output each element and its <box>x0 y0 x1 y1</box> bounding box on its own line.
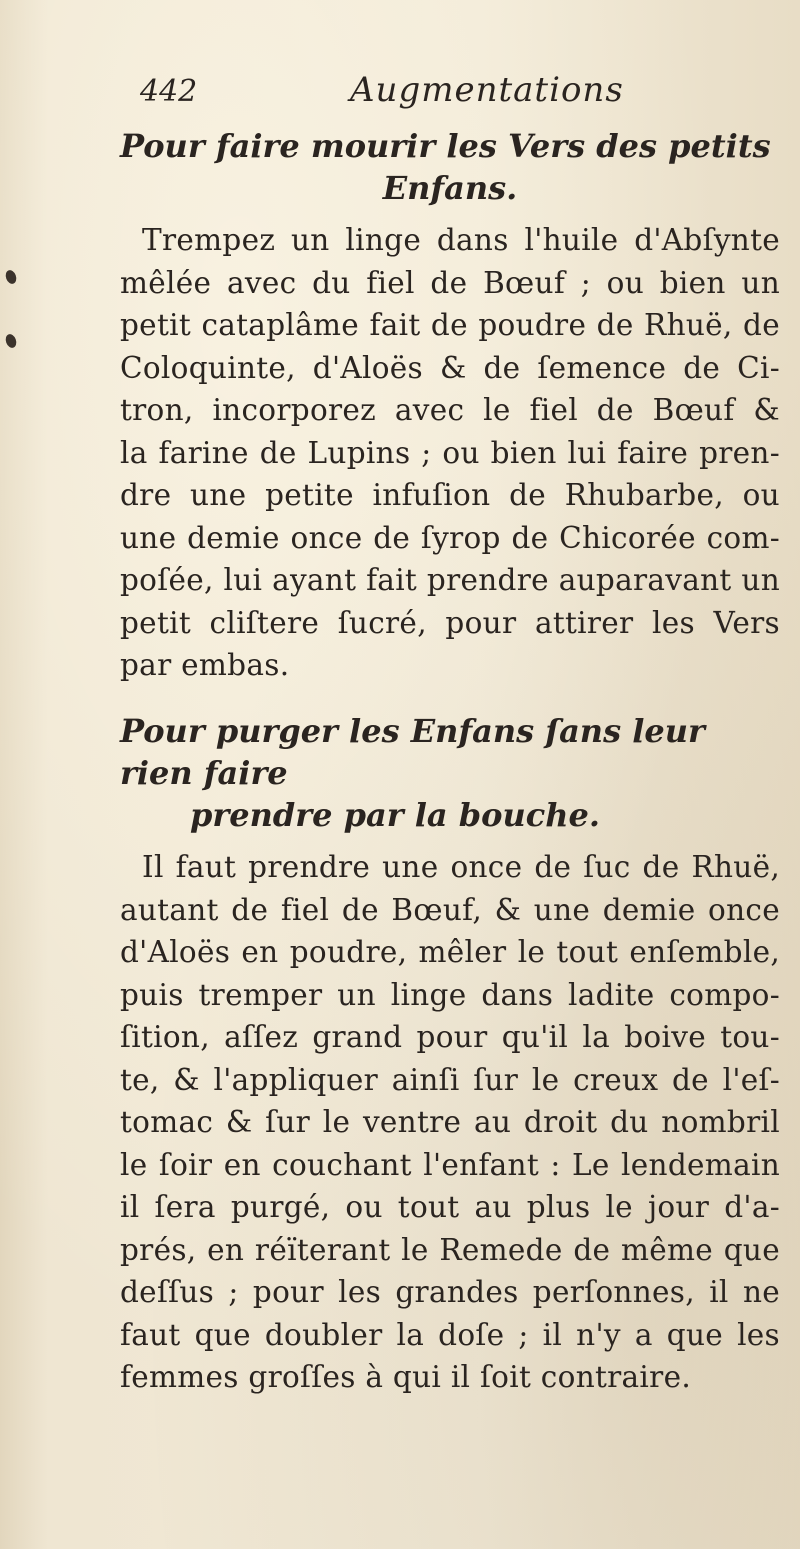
text-line: le ſoir en couchant l'enfant : Le lendemain <box>120 1147 780 1182</box>
section-purge-remedy <box>120 710 780 1399</box>
page-number: 442 <box>140 74 198 109</box>
binding-marks <box>6 270 16 398</box>
text-line: petit cataplâme fait de poudre de Rhuë, de <box>120 308 780 342</box>
text-line: poſée, lui ayant fait prendre auparavant un <box>120 563 780 597</box>
text-line: la farine de Lupins ; ou bien lui faire pren- <box>120 435 780 470</box>
binding-dot <box>4 333 18 350</box>
text-line: dre une petite infuſion de Rhubarbe, ou <box>120 478 780 512</box>
text-line: Trempez un linge dans l'huile d'Abſynte <box>142 223 780 257</box>
text-line: tomac & ſur le ventre au droit du nombril <box>120 1105 780 1139</box>
running-head <box>130 70 760 120</box>
text-line: d'Aloës en poudre, mêler le tout enſemble, <box>120 935 780 969</box>
text-line: femmes groſſes à qui il ſoit contraire. <box>120 1360 692 1394</box>
running-title: Augmentations <box>350 70 624 110</box>
text-line: prés, en réïterant le Remede de même que <box>120 1232 780 1267</box>
section-heading <box>120 125 780 209</box>
text-line: mêlée avec du fiel de Bœuf ; ou bien un <box>120 265 780 300</box>
text-line: il ſera purgé, ou tout au plus le jour d'a- <box>120 1190 780 1224</box>
text-line: deſſus ; pour les grandes perſonnes, il ne <box>120 1275 780 1309</box>
section-body <box>120 846 780 1399</box>
text-line: une demie once de ſyrop de Chicorée com- <box>120 520 780 555</box>
text-line: te, & l'appliquer ainſi ſur le creux de l'eſ- <box>120 1062 780 1097</box>
section-heading <box>120 710 780 836</box>
text-line: Coloquinte, d'Aloës & de ſemence de Ci- <box>120 350 780 385</box>
text-line: ſition, aſſez grand pour qu'il la boive tou- <box>120 1020 780 1054</box>
heading-line: Pour purger les Enfans ſans leur rien faire <box>120 712 705 792</box>
heading-line: prendre par la bouche. <box>190 796 600 834</box>
text-line: par embas. <box>120 648 290 682</box>
text-line: autant de fiel de Bœuf, & une demie once <box>120 892 780 927</box>
text-line: Il faut prendre une once de ſuc de Rhuë, <box>142 850 780 884</box>
text-line: faut que doubler la doſe ; il n'y a que les <box>120 1317 780 1352</box>
text-line: puis tremper un linge dans ladite compo- <box>120 977 780 1012</box>
binding-dot <box>4 269 18 286</box>
heading-line: Pour faire mourir les Vers des petits <box>120 127 771 165</box>
section-body <box>120 219 780 687</box>
text-line: tron, incorporez avec le fiel de Bœuf & <box>120 393 780 427</box>
heading-line: Enfans. <box>382 169 518 207</box>
text-line: petit cliſtere ſucré, pour attirer les Vers <box>120 605 780 640</box>
section-worms-remedy <box>120 125 780 687</box>
